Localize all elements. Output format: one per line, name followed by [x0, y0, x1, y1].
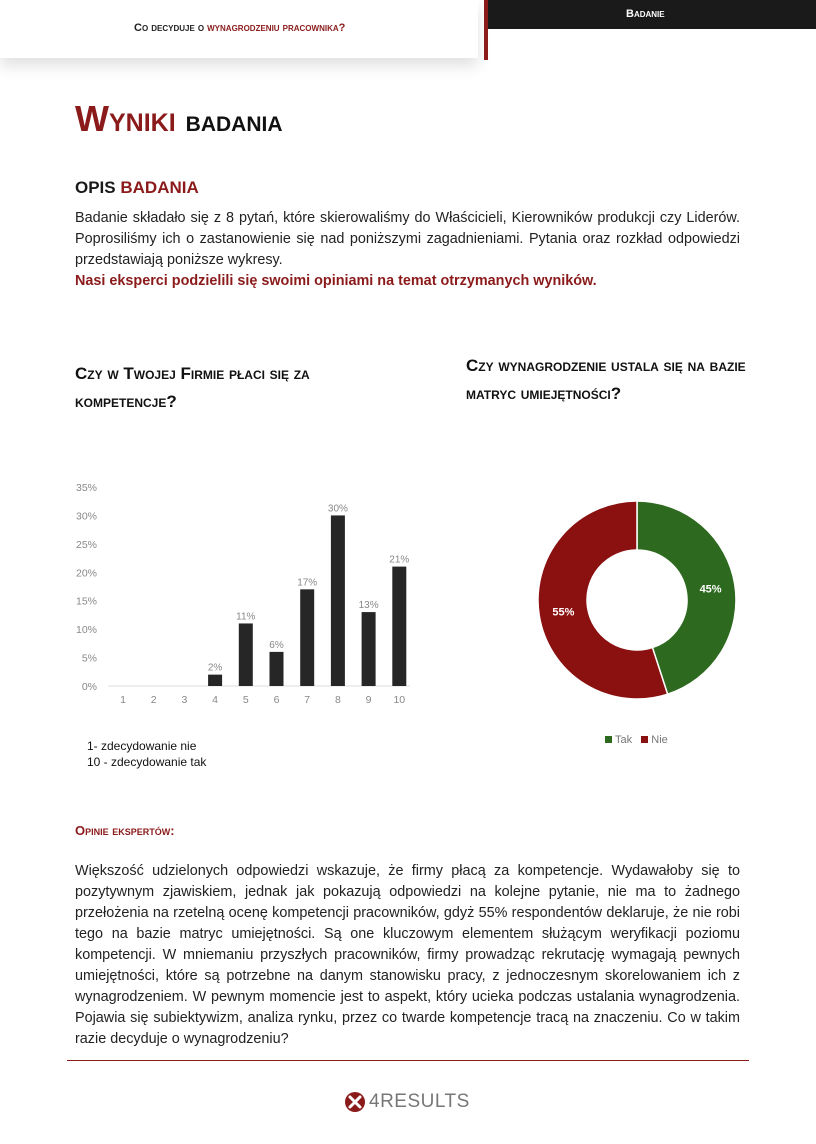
question-2-heading: Czy wynagrodzenie ustala się na bazie matryc umiejętności?: [466, 356, 746, 403]
y-tick-label: 20%: [75, 567, 97, 580]
bar: [331, 515, 345, 686]
bar-value-label: 6%: [269, 639, 284, 651]
x-tick-label: 7: [304, 694, 311, 706]
scale-note-min: 1- zdecydowanie nie: [87, 739, 197, 753]
bar: [392, 567, 406, 686]
experts-paragraph: Większość udzielonych odpowiedzi wskazuje, że firmy płacą za kompetencje. Wydawałoby się to pozytywnym zjawiskiem, jednak jak pokazują odpowiedzi na kolejne pytanie, nie ma to żadnego przełożenia na rzetelną ocenę kompetencji pracowników, gdyż 55% respondentów deklaruje, że nie robi tego na bazie matryc umiejętności. Są one kluczowym elementem służącym weryfikacji poziomu kompetencji. W mniemaniu przyszłych pracowników, firmy prowadząc rekrutację wymagają pewnych umiejętności, które są potrzebne na danym stanowisku pracy, z jednoczesnym skorelowaniem ich z wynagrodzeniem. W pewnym momencie jest to aspekt, który ucieka podczas ustalania wynagrodzenia. Pojawia się subiektywizm, analiza rynku, przez co twarde kompetencje tracą na znaczeniu. Co w takim razie decyduje o wynagrodzeniu?: [75, 863, 740, 1047]
bar: [300, 589, 314, 686]
bar: [270, 652, 284, 686]
x-tick-label: 6: [273, 694, 280, 706]
x-tick-label: 9: [365, 694, 372, 706]
bar-value-label: 30%: [327, 503, 348, 515]
donut-legend: [605, 734, 668, 746]
x-tick-label: 4: [212, 694, 219, 706]
x-tick-label: 2: [150, 694, 157, 706]
scale-note-max: 10 - zdecydowanie tak: [87, 755, 207, 769]
legend-swatch-nie: [641, 736, 648, 743]
legend-label-nie: Nie: [651, 734, 668, 746]
brand-logo-text: 4RESULTS: [369, 1091, 470, 1112]
footer-divider: [67, 1060, 749, 1061]
question-1-heading: Czy w Twojej Firmie płaci się za kompetencje?: [75, 364, 310, 411]
bar-value-label: 17%: [297, 577, 318, 589]
y-tick-label: 30%: [75, 510, 97, 523]
header-left-panel: [0, 0, 478, 58]
bar-value-label: 2%: [207, 662, 223, 674]
x-tick-label: 1: [120, 694, 126, 706]
bar: [362, 612, 376, 686]
bar-value-label: 11%: [236, 611, 256, 623]
donut-chart: [530, 498, 744, 712]
bar-value-label: 21%: [389, 554, 410, 566]
bar: [208, 675, 222, 686]
header-accent-bar: [484, 0, 488, 60]
page-title: Wyniki badania: [75, 98, 283, 139]
bar: [239, 623, 253, 686]
brand-logo: [344, 1091, 470, 1113]
donut-slice-label: 55%: [552, 606, 575, 619]
experts-heading: Opinie ekspertów:: [75, 823, 175, 838]
x-tick-label: 8: [334, 694, 341, 706]
legend-swatch-tak: [605, 736, 612, 743]
scale-note: [87, 738, 206, 770]
bar-value-label: 13%: [358, 600, 379, 612]
header-section-label: Badanie: [626, 8, 665, 20]
y-tick-label: 25%: [75, 538, 97, 551]
y-tick-label: 10%: [75, 624, 97, 637]
brand-logo-icon: [344, 1091, 366, 1113]
bar-chart: [70, 478, 420, 713]
header-right-panel: [484, 0, 816, 29]
y-tick-label: 35%: [75, 482, 97, 494]
legend-label-tak: Tak: [615, 734, 633, 746]
y-tick-label: 15%: [75, 595, 97, 608]
donut-slice-label: 45%: [699, 583, 722, 596]
y-tick-label: 0%: [81, 681, 97, 693]
description-highlight: Nasi eksperci podzielili się swoimi opiniami na temat otrzymanych wyników.: [75, 273, 597, 289]
x-tick-label: 10: [393, 694, 406, 706]
x-tick-label: 5: [242, 694, 249, 706]
y-tick-label: 5%: [81, 652, 97, 665]
section-heading: OPIS BADANIA: [75, 178, 199, 197]
header-subtitle: Co decyduje o wynagrodzeniu pracownika?: [134, 22, 346, 34]
x-tick-label: 3: [181, 694, 188, 706]
description-paragraph: Badanie składało się z 8 pytań, które skierowaliśmy do Właścicieli, Kierowników produkcji czy Liderów. Poprosiliśmy ich o zastanowienie się nad poniższymi zagadnieniami. Pytania oraz rozkład odpowiedzi przedstawiają poniższe wykresy. Nasi eksperci podzielili się swoimi opiniami na temat otrzymanych wyników.: [75, 208, 740, 292]
